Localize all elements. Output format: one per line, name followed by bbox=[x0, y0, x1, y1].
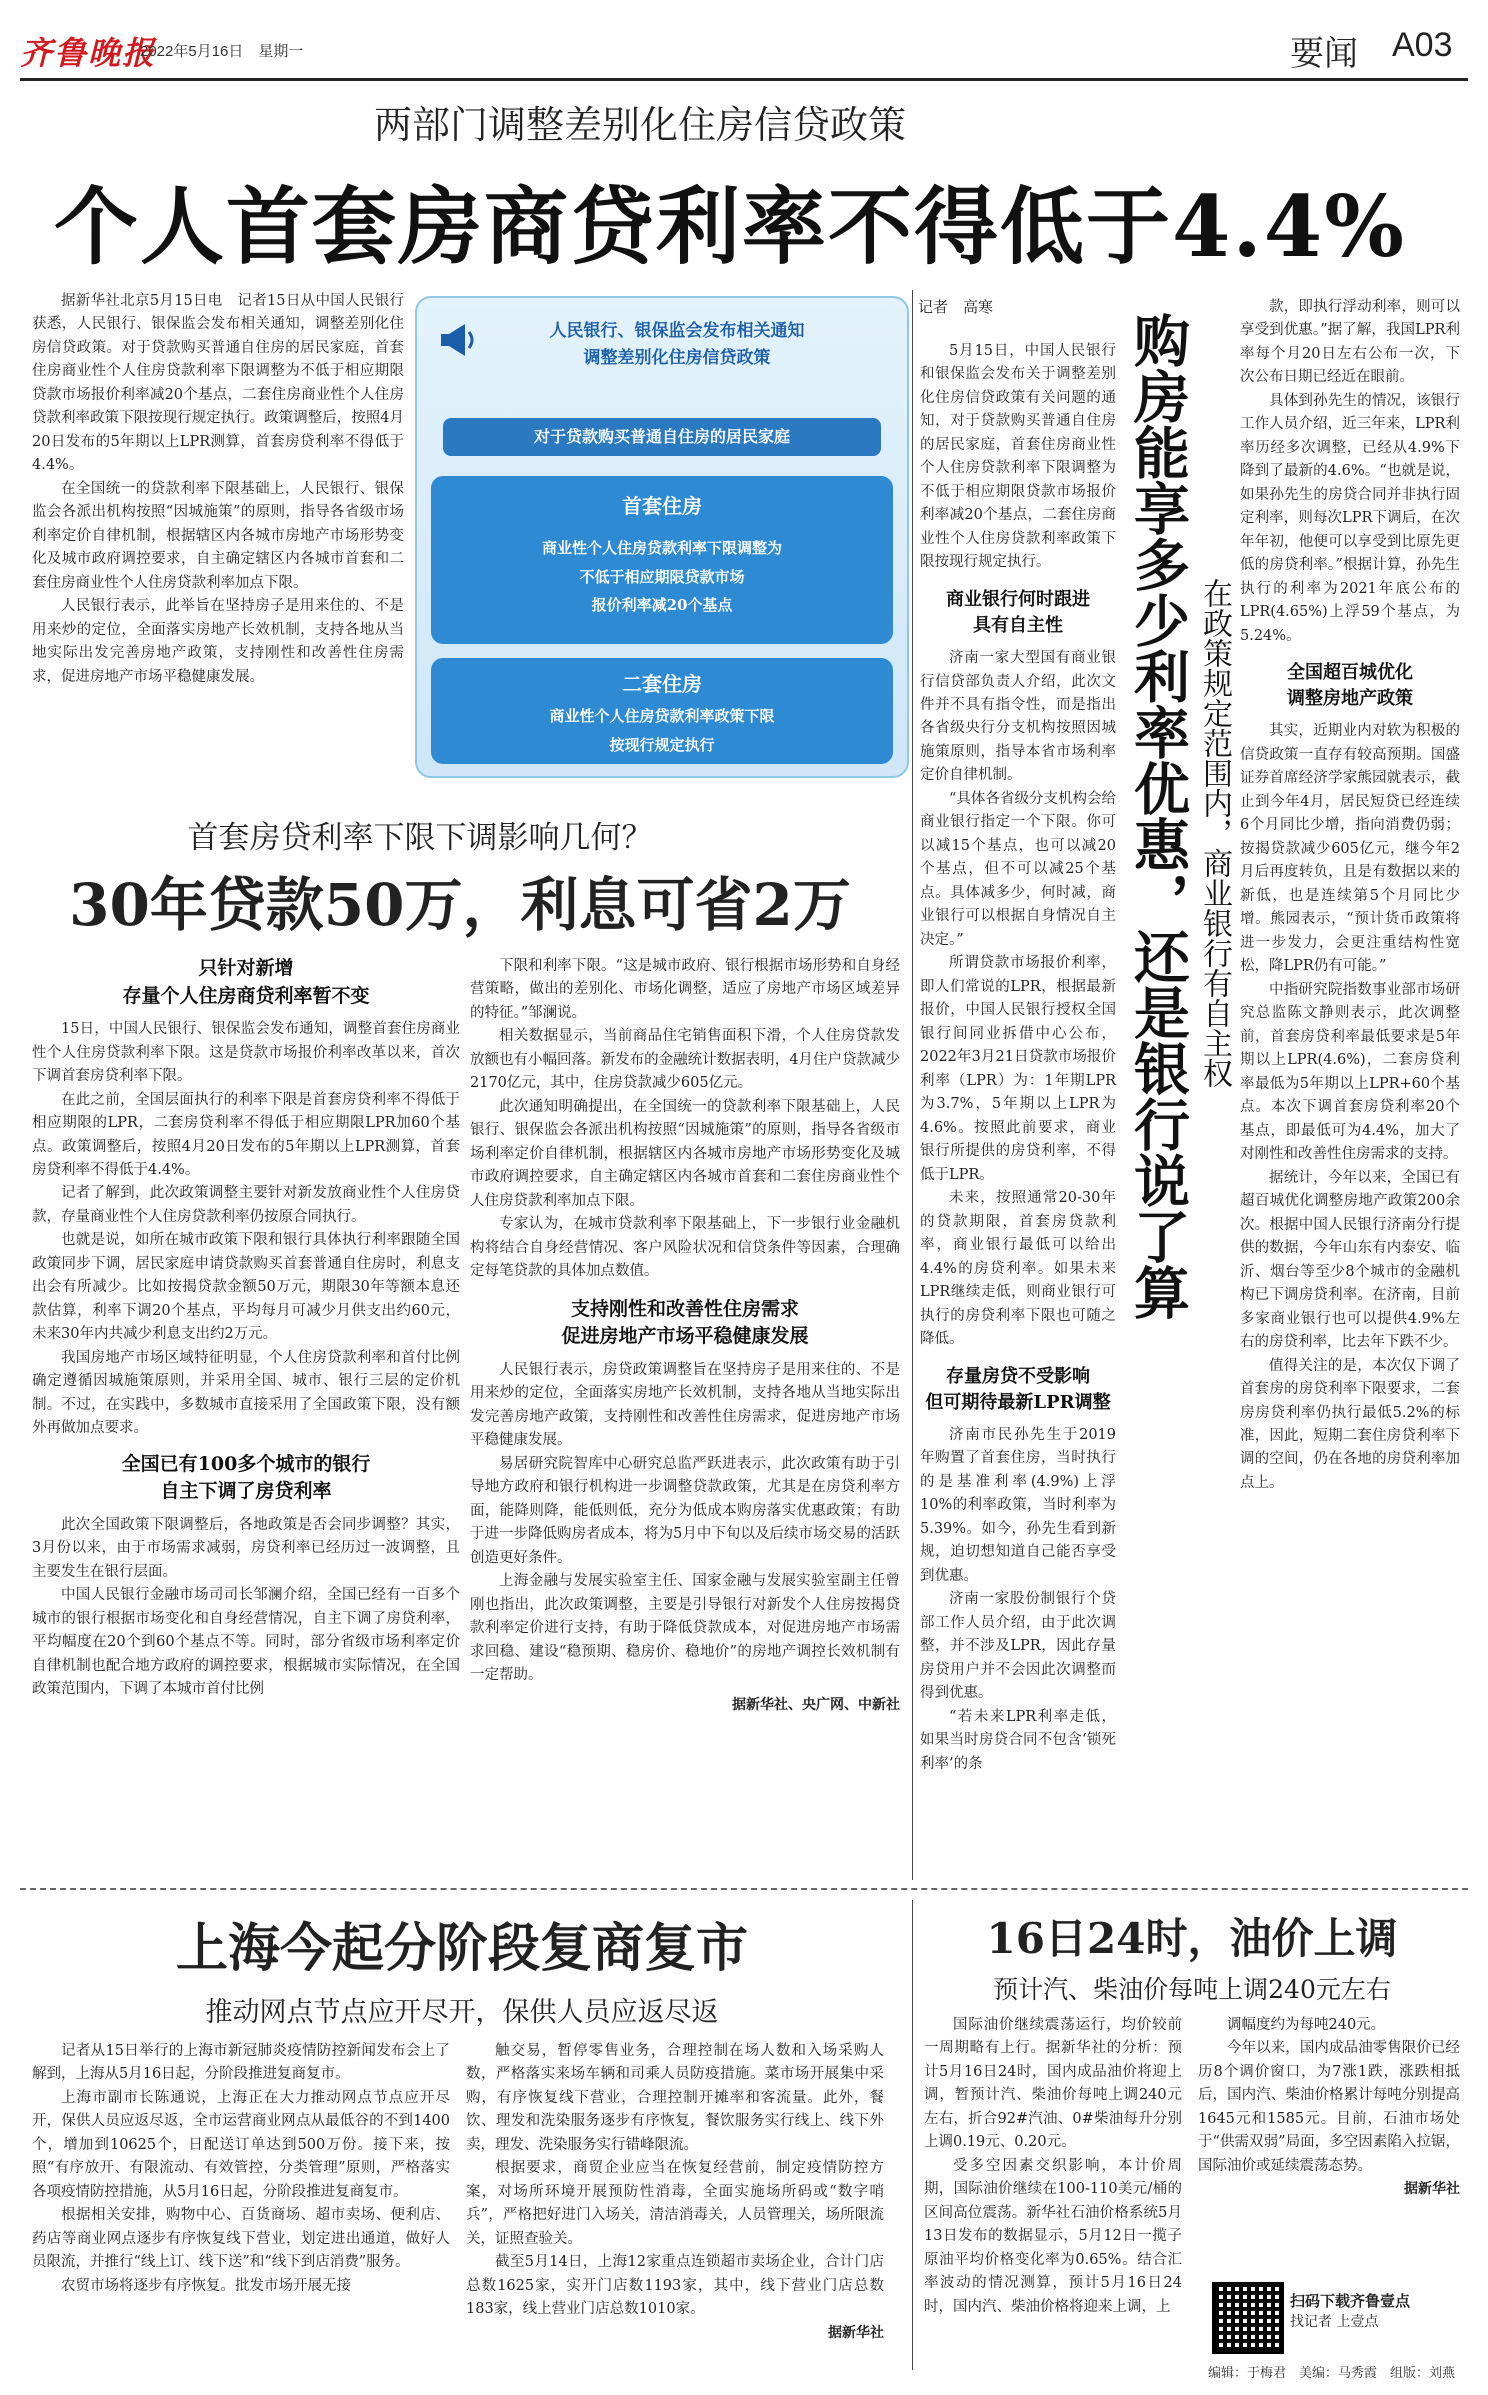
story5-column-1 bbox=[924, 2014, 1182, 2319]
story5-credit: 据新华社 bbox=[1404, 2181, 1460, 2198]
story4-column-1 bbox=[32, 2040, 450, 2298]
paragraph: 农贸市场将逐步有序恢复。批发市场开展无接 bbox=[61, 2277, 351, 2294]
editor-credits: 编辑：于梅君 美编：马秀霞 组版：刘燕 bbox=[1208, 2365, 1456, 2380]
paragraph: 受多空因素交织影响，本计价周期，国际油价继续在100-110美元/桶的区间高位震荡。新华社石油价格系统5月13日发布的数据显示，5月12日一揽子原油平均价格变化率为0.65%。结合汇率波动的情况测算，预计5月16日24时，国内汽、柴油价格将迎来上调，上 bbox=[924, 2157, 1182, 2315]
paragraph: 济南一家股份制银行个贷部工作人员介绍，由于此次调整，并不涉及LPR，因此存量房贷用户并不会因此次调整而得到优惠。 bbox=[920, 1591, 1116, 1702]
story2-headline: 30年贷款50万，利息可省2万 bbox=[69, 871, 851, 939]
policy-infographic bbox=[415, 296, 909, 778]
second-home-text: 商业性个人住房贷款利率政策下限 按现行规定执行 bbox=[549, 707, 775, 754]
story3-subhead-c: 全国超百城优化 调整房地产政策 bbox=[1287, 662, 1413, 710]
infographic-title: 人民银行、银保监会发布相关通知 调整差别化住房信贷政策 bbox=[549, 321, 805, 369]
top-story-body bbox=[32, 290, 404, 689]
paragraph: 国际油价继续震荡运行，均价较前一周期略有上行。据新华社的分析：预计5月16日24时，国内成品油价将迎上调，暂预计汽、柴油价每吨上调240元左右，折合92#汽油、0#柴油每升分别上调0.19元、0.20元。 bbox=[924, 2017, 1182, 2151]
paragraph: 上海金融与发展实验室主任、国家金融与发展实验室副主任曾刚也指出，此次政策调整，主要是引导银行对新发个人住房按揭贷款利率定价进行支持，有助于降低贷款成本，对促进房地产市场需求回稳、建设“稳预期、稳房价、稳地价”的房地产调控长效机制有一定帮助。 bbox=[470, 1573, 900, 1684]
paragraph: 人民银行表示，房贷政策调整旨在坚持房子是用来住的、不是用来炒的定位，全面落实房地产长效机制，支持各地从当地实际出发完善房地产政策，支持刚性和改善性住房需求，促进房地产市场平稳健康发展。 bbox=[470, 1361, 900, 1449]
paragraph: 今年以来，国内成品油零售限价已经历8个调价窗口，为7涨1跌，涨跌相抵后，国内汽、柴油价格累计每吨分别提高1645元和1585元。目前，石油市场处于“供需双弱”局面，多空因素陷入拉锯，国际油价或延续震荡态势。 bbox=[1198, 2040, 1460, 2174]
section-name: 要闻 bbox=[1290, 35, 1358, 73]
paragraph: 其实，近期业内对软为积极的信贷政策一直存有较高预期。国盛证券首席经济学家熊园就表示，截止到今年4月，居民短贷已经连续6个月同比少增，指向消费仍弱；按揭贷款减少605亿元，继今年2月后再度转负，且是有数据以来的新低，也是连续第5个月同比少增。熊园表示，“预计货币政策将进一步发力，会更注重结构性宽松，降LPR仍有可能。” bbox=[1240, 723, 1460, 975]
first-home-card bbox=[431, 476, 893, 644]
first-home-text: 商业性个人住房贷款利率下限调整为 不低于相应期限贷款市场 报价利率减20个基点 bbox=[541, 539, 782, 614]
paragraph: 记者从15日举行的上海市新冠肺炎疫情防控新闻发布会上了解到，上海从5月16日起，分阶段推进复商复市。 bbox=[32, 2043, 450, 2083]
paragraph: 据统计，今年以来，全国已有超百城优化调整房地产政策200余次。根据中国人民银行济南分行提供的数据，今年山东有内泰安、临沂、烟台等至少8个城市的金融机构已下调房贷利率。在济南，目前多家商业银行也可以提供4.9%左右的房贷利率，比去年下跌不少。 bbox=[1240, 1169, 1460, 1351]
issue-date: 2022年5月16日 星期一 bbox=[140, 43, 304, 60]
paragraph: 未来，按照通常20-30年的贷款期限，首套房贷款利率，商业银行最低可以给出4.4%的房贷利率。如果未来LPR继续走低，则商业银行可执行的房贷利率下限也可随之降低。 bbox=[920, 1190, 1116, 1348]
story5-subhead: 预计汽、柴油价每吨上调240元左右 bbox=[993, 1975, 1391, 2004]
qr-code[interactable] bbox=[1212, 2282, 1284, 2354]
story2-credit: 据新华社、央广网、中新社 bbox=[732, 1696, 900, 1713]
story2-subhead-3: 支持刚性和改善性住房需求 促进房地产市场平稳健康发展 bbox=[561, 1297, 809, 1348]
section-separator bbox=[20, 1888, 1468, 1890]
paragraph: 我国房地产市场区域特征明显，个人住房贷款利率和首付比例确定遵循因城施策原则，并采用全国、城市、银行三层的定价机制。不过，在实践中，多数城市直接采用了全国政策下限，没有额外再做加点要求。 bbox=[32, 1349, 460, 1437]
paragraph: “具体各省级分支机构会给商业银行指定一个下限。你可以减15个基点，也可以减20个基点，但不可以减25个基点。具体减多少，何时减，商业银行可以根据自身情况自主决定。” bbox=[920, 790, 1116, 948]
paragraph: 具体到孙先生的情况，该银行工作人员介绍，近三年来，LPR利率历经多次调整，已经从4.9%下降到了最新的4.6%。“也就是说，如果孙先生的房贷合同并非执行固定利率，则每次LPR下调后，在次年年初，他便可以享受到比原先更低的房贷利率。”根据计算，孙先生执行的利率为2021年底公布的LPR(4.65%)上浮59个基点，为5.24%。 bbox=[1240, 392, 1460, 644]
paragraph: 上海市副市长陈通说，上海正在大力推动网点节点应开尽开，保供人员应返尽返，全市运营商业网点从最低谷的不到1400个，增加到10625个，日配送订单达到500万份。接下来，按照“有序放开、有限流动、有效管控，分类管理”原则，严格落实各项疫情防控措施，从5月16日起，分阶段推进复商复市。 bbox=[32, 2089, 450, 2200]
paragraph: 济南一家大型国有商业银行信贷部负责人介绍，此次文件并不具有指令性，而是指出各省级央行分支机构按照因城施策原则，指导本省市场利率定价自律机制。 bbox=[920, 650, 1116, 784]
column-divider bbox=[912, 290, 913, 1880]
paragraph: 调幅度约为每吨240元。 bbox=[1227, 2017, 1386, 2033]
paragraph: 所谓贷款市场报价利率，即人们常说的LPR，根据最新报价，中国人民银行授权全国银行间同业拆借中心公布，2022年3月21日贷款市场报价利率（LPR）为：1年期LPR为3.7%，5年期以上LPR为4.6%。按照此前要求，商业银行所提供的房贷利率，不得低于LPR。 bbox=[920, 955, 1116, 1183]
paragraph: 相关数据显示，当前商品住宅销售面积下滑，个人住房贷款发放额也有小幅回落。新发布的金融统计数据表明，4月住户贷款减少2170亿元，其中，住房贷款减少605亿元。 bbox=[470, 1028, 900, 1092]
paragraph: 根据相关安排，购物中心、百货商场、超市卖场、便利店、药店等商业网点逐步有序恢复线下营业，划定进出通道，做好人员限流，并推行“线上订、线下送”和“线下到店消费”服务。 bbox=[32, 2207, 450, 2271]
story2-subhead-1: 只针对新增 存量个人住房商贷利率暂不变 bbox=[122, 957, 370, 1007]
top-story-kicker: 两部门调整差别化住房信贷政策 bbox=[373, 103, 906, 147]
paragraph: 在此之前，全国层面执行的利率下限是首套房贷利率不得低于相应期限的LPR，二套房贷利率不得低于相应期限LPR加60个基点。政策调整后，按照4月20日发布的5年期以上LPR测算，首套房贷利率不得低于4.4%。 bbox=[32, 1091, 460, 1178]
paragraph: 5月15日，中国人民银行和银保监会发布关于调整差别化住房信贷政策有关问题的通知，对于贷款购买普通自住房的居民家庭，首套住房商业性个人住房贷款利率下限调整为不低于相应期限贷款市场报价利率减20个基点，二套住房商业性个人住房贷款利率政策下限按现行规定执行。 bbox=[920, 343, 1116, 571]
story2-kicker: 首套房贷利率下限下调影响几何？ bbox=[187, 820, 653, 856]
paragraph: “若未来LPR利率走低，如果当时房贷合同不包含‘锁死利率’的条 bbox=[920, 1708, 1116, 1772]
paragraph: 据新华社北京5月15日电 记者15日从中国人民银行获悉，人民银行、银保监会发布相关通知，调整差别化住房信贷政策。对于贷款购买普通自住房的居民家庭，首套住房商业性个人住房贷款利率下限调整为不低于相应期限贷款市场报价利率减20个基点，二套住房商业性个人住房贷款利率政策下限按现行规定执行。政策调整后，按照4月20日发布的5年期以上LPR测算，首套房贷利率不得低于4.4%。 bbox=[32, 293, 404, 474]
paragraph: 此次全国政策下限调整后，各地政策是否会同步调整？其实，3月份以来，由于市场需求减弱，房贷利率已经历过一波调整，且主要发生在银行层面。 bbox=[32, 1516, 460, 1580]
story4-credit: 据新华社 bbox=[828, 2324, 884, 2341]
story2-column-2 bbox=[470, 955, 900, 1714]
paragraph: 易居研究院智库中心研究总监严跃进表示，此次政策有助于引导地方政府和银行机构进一步调整贷款政策，尤其是在房贷利率方面，能降则降，能低则低，充分为低成本购房落实优惠政策；有助于进一步降低购房者成本，将为5月中下旬以及后续市场交易的活跃创造更好条件。 bbox=[470, 1455, 900, 1566]
story3-byline: 记者 高寒 bbox=[918, 299, 994, 316]
story5-column-2 bbox=[1198, 2014, 1460, 2198]
story2-subhead-2: 全国已有100多个城市的银行 自主下调了房贷利率 bbox=[121, 1452, 371, 1503]
story3-vertical-headline: 购房能享多少利率优惠，还是银行说了算 bbox=[1125, 312, 1191, 1320]
paragraph: 值得关注的是，本次仅下调了首套房的房贷利率下限要求，二套房房贷利率仍执行最低5.2%的标准，因此，短期二套住房贷利率下调的空间，仍在各地的房贷利率加点上。 bbox=[1240, 1357, 1460, 1491]
second-home-title: 二套住房 bbox=[622, 672, 702, 696]
story4-column-2 bbox=[466, 2040, 884, 2342]
qr-caption: 扫码下载齐鲁壹点 找记者 上壹点 bbox=[1290, 2292, 1411, 2330]
story3-column-a bbox=[920, 340, 1116, 1776]
story4-subhead: 推动网点节点应开尽开，保供人员应返尽返 bbox=[205, 1997, 719, 2028]
paragraph: 中指研究院指数事业部市场研究总监陈文静则表示，此次调整前，首套房贷利率最低要求是5年期以上LPR(4.6%)，二套房贷利率最低为5年期以上LPR+60个基点。本次下调首套房贷利率20个基点，即最低可为4.4%，加大了对刚性和改善性住房需求的支持。 bbox=[1240, 981, 1460, 1163]
page-number: A03 bbox=[1392, 26, 1453, 64]
infographic-band: 对于贷款购买普通自住房的居民家庭 bbox=[443, 418, 881, 456]
top-story-headline: 个人首套房商贷利率不得低于4.4% bbox=[54, 177, 1406, 276]
paragraph: 下限和利率下限。“这是城市政府、银行根据市场形势和自身经营策略，做出的差别化、市场化调整，适应了房地产市场区域差异的特征。”邹澜说。 bbox=[470, 958, 900, 1021]
paragraph: 记者了解到，此次政策调整主要针对新发放商业性个人住房贷款，存量商业性个人住房贷款利率仍按原合同执行。 bbox=[32, 1185, 460, 1225]
paragraph: 人民银行表示，此举旨在坚持房子是用来住的、不是用来炒的定位，全面落实房地产长效机制，支持各地从当地实际出发完善房地产政策，支持刚性和改善性住房需求，促进房地产市场平稳健康发展。 bbox=[32, 598, 404, 685]
paragraph: 专家认为，在城市贷款利率下限基础上，下一步银行业金融机构将结合自身经营情况、客户风险状况和信贷条件等因素，合理确定每笔贷款的具体加点数值。 bbox=[470, 1216, 900, 1280]
masthead-rule bbox=[20, 78, 1468, 81]
paragraph: 截至5月14日，上海12家重点连锁超市卖场企业，合计门店总数1625家，实开门店数1193家，其中，线下营业门店总数183家，线上营业门店总数1010家。 bbox=[466, 2254, 884, 2318]
story5-headline: 16日24时，油价上调 bbox=[986, 1914, 1398, 1963]
paragraph: 15日，中国人民银行、银保监会发布通知，调整首套住房商业性个人住房贷款利率下限。这是贷款市场报价利率改革以来，首次下调首套房贷利率下限。 bbox=[32, 1021, 460, 1085]
paragraph: 款，即执行浮动利率，则可以享受到优惠。”据了解，我国LPR利率每个月20日左右公布一次，下次公布日期已经近在眼前。 bbox=[1240, 299, 1460, 386]
paragraph: 济南市民孙先生于2019年购置了首套住房，当时执行的是基准利率(4.9%)上浮10%的利率政策，当时利率为5.39%。如今，孙先生看到新规，迫切想知道自己能否享受到优惠。 bbox=[920, 1426, 1116, 1584]
story3-vertical-subhead: 在政策规定范围内，商业银行有自主权 bbox=[1197, 578, 1232, 1088]
paragraph: 此次通知明确提出，在全国统一的贷款利率下限基础上，人民银行、银保监会各派出机构按照“因城施策”的原则，指导各省级市场利率定价自律机制，根据辖区内各城市房地产市场形势变化及城市政府调控要求，自主确定辖区内各城市首套和二套住房商业性个人住房贷款利率加点下限。 bbox=[470, 1098, 900, 1209]
first-home-title: 首套住房 bbox=[622, 494, 702, 518]
paragraph: 根据要求，商贸企业应当在恢复经营前，制定疫情防控方案，对场所环境开展预防性消毒，全面实施场所码或“数字哨兵”，严格把好进门入场关，清洁消毒关，人员管理关，场所限流关，证照查验关。 bbox=[466, 2160, 884, 2247]
megaphone-icon bbox=[435, 318, 479, 362]
paragraph: 在全国统一的贷款利率下限基础上，人民银行、银保监会各派出机构按照“因城施策”的原则，指导各省级市场利率定价自律机制，根据辖区内各城市房地产市场形势变化及城市政府调控要求，自主确定辖区内各城市首套和二套住房商业性个人住房贷款利率加点下限。 bbox=[32, 480, 404, 591]
story4-headline: 上海今起分阶段复商复市 bbox=[175, 1918, 748, 1979]
paragraph: 中国人民银行金融市场司司长邹澜介绍，全国已经有一百多个城市的银行根据市场变化和自身经营情况，自主下调了房贷利率，平均幅度在20个到60个基点不等。同时，部分省级市场利率定价自律机制也配合地方政府的调控要求，根据城市实际情况，在全国政策范围内，下调了本城市首付比例 bbox=[32, 1587, 460, 1698]
paragraph: 也就是说，如所在城市政策下限和银行具体执行利率跟随全国政策同步下调，居民家庭申请贷款购买首套普通自住房时，利息支出会有所减少。比如按揭贷款金额50万元，期限30年等额本息还款估算，利率下调20个基点，平均每月可减少月供支出约60元，未来30年内共减少利息支出约2万元。 bbox=[32, 1232, 460, 1343]
story3-subhead-b: 存量房贷不受影响 但可期待最新LPR调整 bbox=[925, 1365, 1111, 1413]
paragraph: 触交易，暂停零售业务，合理控制在场人数和入场采购人数，严格落实来场车辆和司乘人员防疫措施。菜市场开展集中采购，有序恢复线下营业，合理控制开摊率和客流量。此外，餐饮、理发和洗染服务逐步有序恢复，餐饮服务实行线上、线下外卖，理发、洗染服务实行错峰限流。 bbox=[466, 2043, 884, 2153]
story3-subhead-a: 商业银行何时跟进 具有自主性 bbox=[946, 588, 1090, 636]
second-home-card bbox=[431, 658, 893, 764]
column-divider bbox=[912, 1900, 913, 2370]
story3-column-b bbox=[1240, 296, 1460, 1495]
story2-column-1 bbox=[32, 955, 460, 1702]
newspaper-logo: 齐鲁晚报 bbox=[20, 34, 157, 72]
